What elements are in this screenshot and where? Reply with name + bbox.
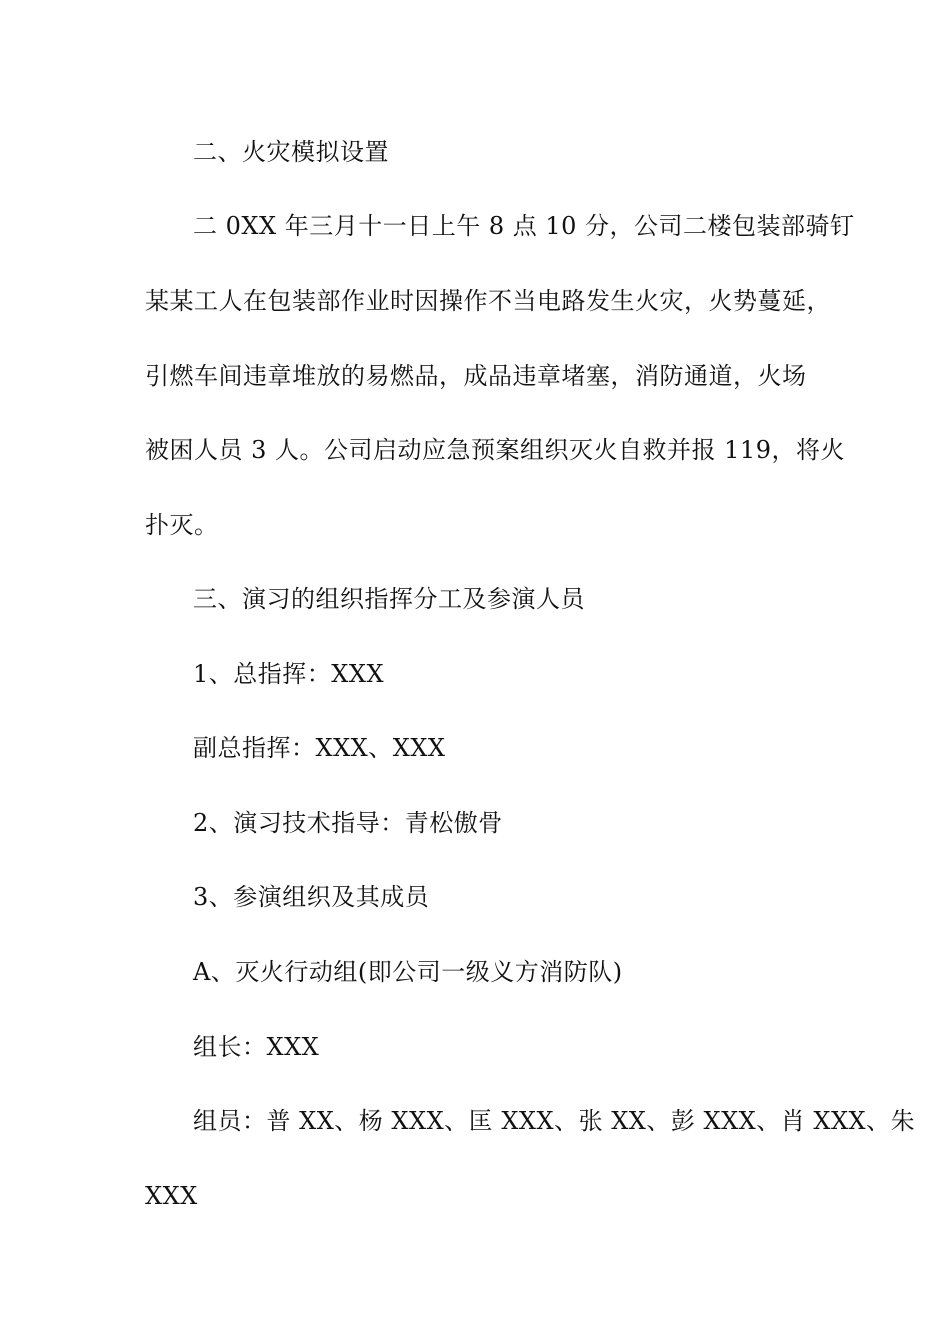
- paragraph-line: 二 0XX 年三月十一日上午 8 点 10 分，公司二楼包装部骑钉: [193, 212, 855, 240]
- group-members: 组员：普 XX、杨 XXX、匡 XXX、张 XX、彭 XXX、肖 XXX、朱: [193, 1107, 916, 1135]
- group-a-heading: A、灭火行动组(即公司一级义方消防队): [193, 958, 623, 986]
- paragraph-line: 被困人员 3 人。公司启动应急预案组织灭火自救并报 119，将火: [145, 436, 845, 464]
- section2-heading: 二、火灾模拟设置: [193, 138, 389, 166]
- list-item-deputy: 副总指挥：XXX、XXX: [193, 734, 446, 762]
- paragraph-line: 某某工人在包装部作业时因操作不当电路发生火灾，火势蔓延，: [145, 287, 831, 315]
- list-item-commander: 1、总指挥：XXX: [193, 660, 385, 688]
- paragraph-line: 扑灭。: [145, 511, 219, 539]
- group-leader: 组长：XXX: [193, 1033, 320, 1061]
- group-members-continued: XXX: [145, 1182, 198, 1210]
- list-item-organizations: 3、参演组织及其成员: [193, 883, 430, 911]
- paragraph-line: 引燃车间违章堆放的易燃品，成品违章堵塞，消防通道，火场: [145, 362, 807, 390]
- list-item-technical-guide: 2、演习技术指导：青松傲骨: [193, 809, 503, 837]
- section3-heading: 三、演习的组织指挥分工及参演人员: [193, 585, 585, 613]
